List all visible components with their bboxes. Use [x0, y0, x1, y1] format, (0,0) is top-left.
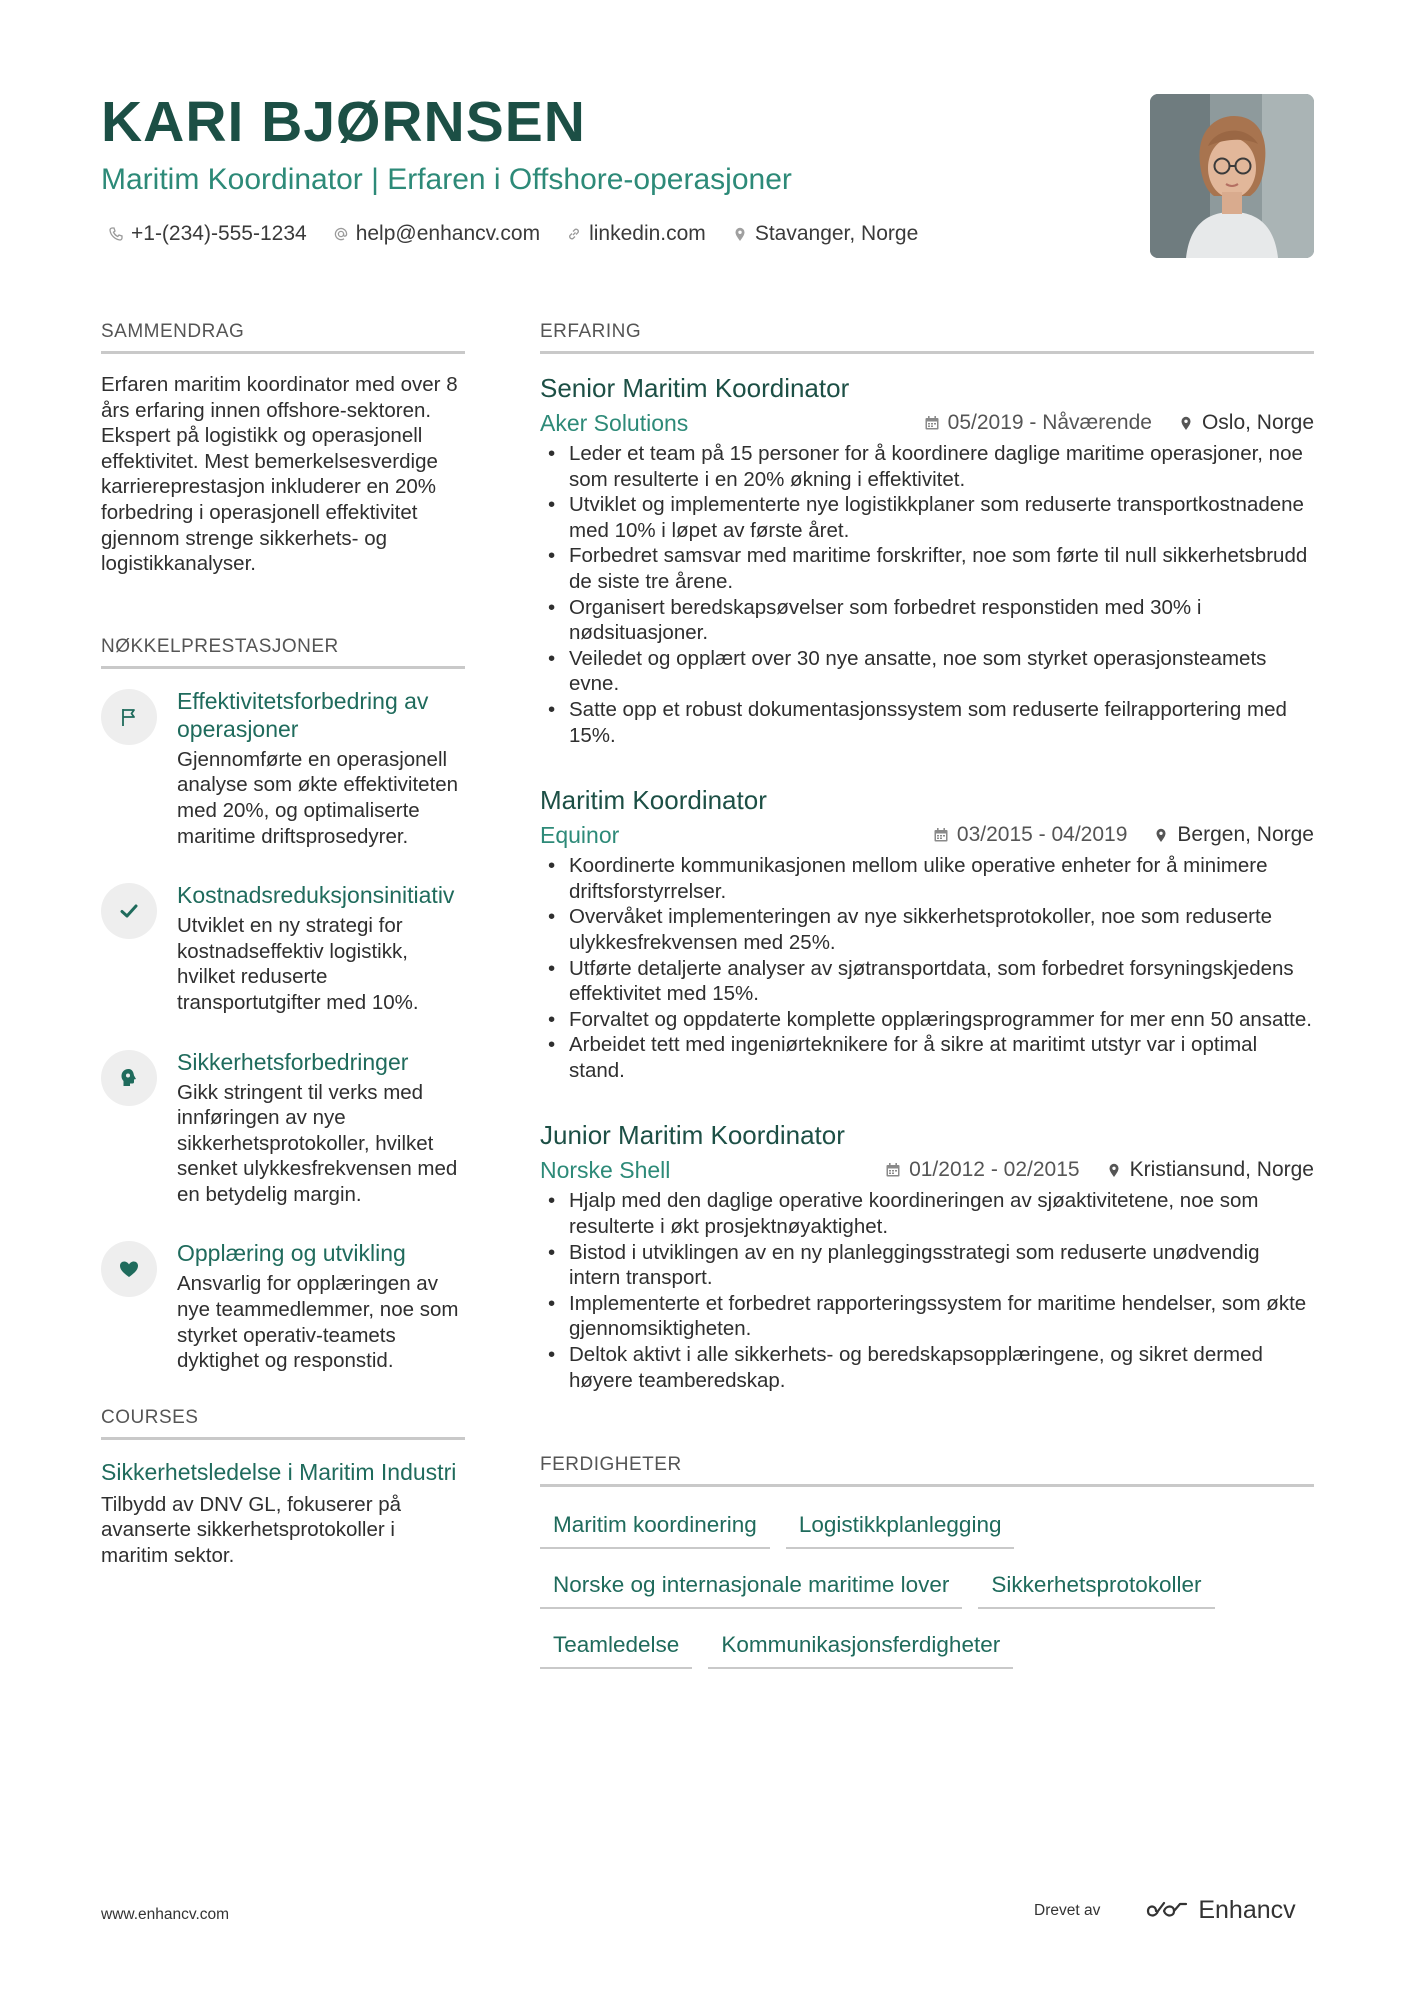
map-pin-icon [732, 226, 748, 242]
bullet: • Koordinerte kommunikasjonen mellom ulike operative enheter for å minimere driftsforstyrrelser. [540, 853, 1314, 904]
skill-tag: Teamledelse [540, 1625, 692, 1669]
job-entry [540, 784, 1314, 1083]
bullet: • Forvaltet og oppdaterte komplette opplæringsprogrammer for mer enn 50 ansatte. [540, 1007, 1314, 1033]
contact-email[interactable] [333, 220, 540, 248]
link-icon [566, 226, 582, 242]
bullet: • Hjalp med den daglige operative koordineringen av sjøaktivitetene, noe som resulterte i økt prosjektnøyaktighet. [540, 1188, 1314, 1239]
job-dates: 01/2012 - 02/2015 [909, 1158, 1080, 1182]
job-location: Bergen, Norge [1177, 823, 1314, 847]
courses-heading: COURSES [101, 1406, 465, 1440]
company-name: Aker Solutions [540, 410, 689, 436]
achievement-desc: Gjennomførte en operasjonell analyse som økte effektiviteten med 20%, og optimaliserte maritime driftsprosedyrer. [177, 747, 459, 848]
summary-heading: SAMMENDRAG [101, 320, 465, 354]
skill-tag: Kommunikasjonsferdigheter [708, 1625, 1013, 1669]
achievements-heading: NØKKELPRESTASJONER [101, 635, 465, 669]
courses-section [101, 1406, 465, 1569]
achievement-desc: Gikk stringent til verks med innføringen av nye sikkerhetsprotokoller, hvilket senket ulykkesfrekvensen med en betydelig margin. [177, 1080, 458, 1206]
brand-name: Enhancv [1198, 1896, 1296, 1924]
achievement-title: Effektivitetsforbedring av operasjoner [177, 687, 429, 742]
bullet: • Utførte detaljerte analyser av sjøtransportdata, som forbedret forsyningskjedens effektivitet med 15%. [540, 956, 1314, 1007]
bullet: • Implementerte et forbedret rapporteringssystem for maritime hendelser, som økte gjennomsiktigheten. [540, 1291, 1314, 1342]
achievement-title: Kostnadsreduksjonsinitiativ [177, 882, 455, 909]
job-location: Kristiansund, Norge [1129, 1158, 1314, 1182]
job-title: Senior Maritim Koordinator [540, 373, 850, 403]
contact-phone[interactable] [108, 220, 307, 248]
company-name: Norske Shell [540, 1157, 671, 1184]
job-title: Maritim Koordinator [540, 785, 767, 816]
experience-section [540, 320, 1314, 1393]
map-pin-icon [1178, 415, 1194, 431]
skill-tag: Maritim koordinering [540, 1505, 770, 1549]
check-icon [117, 899, 141, 923]
candidate-name: KARI BJØRNSEN [101, 90, 586, 154]
bullet: • Veiledet og opplært over 30 nye ansatte, noe som styrket operasjonsteamets evne. [540, 646, 1314, 697]
contact-location [732, 220, 918, 248]
job-entry [540, 372, 1314, 748]
achievement-item [101, 881, 465, 1015]
achievement-item [101, 687, 465, 849]
experience-heading: ERFARING [540, 320, 1314, 354]
contact-linkedin[interactable] [566, 220, 706, 248]
bullet: • Deltok aktivt i alle sikkerhets- og beredskapsopplæringene, og sikret dermed høyere teamberedskap. [540, 1342, 1314, 1393]
skill-tag: Sikkerhetsprotokoller [978, 1565, 1214, 1609]
skills-section [540, 1453, 1314, 1669]
job-bullets [540, 853, 1314, 1083]
course-desc: Tilbydd av DNV GL, fokuserer på avanserte sikkerhetsprotokoller i maritim sektor. [101, 1492, 402, 1568]
job-entry [540, 1119, 1314, 1393]
summary-text: Erfaren maritim koordinator med over 8 års erfaring innen offshore-sektoren. Ekspert på logistikk og operasjonell effektivitet. Mest bemerkelsesverdige karriereprestasjon inkluderer en 20% forbedring i operasjonell effektivitet gjennom strenge sikkerhets- og logistikkanalyser. [101, 373, 458, 576]
skill-tag: Logistikkplanlegging [786, 1505, 1015, 1549]
footer-branding [1034, 1896, 1296, 1925]
headline: Maritim Koordinator | Erfaren i Offshore-operasjoner [101, 163, 792, 196]
skills-heading: FERDIGHETER [540, 1453, 1314, 1487]
job-bullets [540, 441, 1314, 748]
calendar-icon [885, 1162, 901, 1178]
job-dates: 03/2015 - 04/2019 [956, 823, 1128, 847]
achievement-desc: Utviklet en ny strategi for kostnadseffektiv logistikk, hvilket reduserte transportutgifter med 10%. [177, 914, 419, 1014]
achievement-item [101, 1239, 465, 1373]
bullet: • Utviklet og implementerte nye logistikkplaner som reduserte transportkostnadene med 10% i løpet av første året. [540, 492, 1314, 543]
brain-head-icon [117, 1066, 141, 1090]
at-icon [333, 226, 349, 242]
left-column [101, 320, 465, 1569]
bullet: • Overvåket implementeringen av nye sikkerhetsprotokoller, noe som reduserte ulykkesfrekvensen med 25%. [540, 904, 1314, 955]
footer-website[interactable]: www.enhancv.com [101, 1906, 230, 1923]
skills-list [540, 1505, 1314, 1669]
achievement-item [101, 1048, 465, 1208]
bullet: • Bistod i utviklingen av en ny planleggingsstrategi som reduserte unødvendig intern transport. [540, 1240, 1314, 1291]
profile-photo [1150, 94, 1314, 258]
map-pin-icon [1153, 827, 1169, 843]
achievement-title: Sikkerhetsforbedringer [177, 1048, 409, 1075]
achievement-desc: Ansvarlig for opplæringen av nye teammedlemmer, noe som styrket operativ-teamets dyktighet og responstid. [177, 1272, 459, 1373]
skill-tag: Norske og internasjonale maritime lover [540, 1565, 962, 1609]
powered-by-label: Drevet av [1034, 1901, 1101, 1919]
phone-icon [108, 226, 124, 242]
achievements-section [101, 635, 465, 1374]
bullet: • Leder et team på 15 personer for å koordinere daglige maritime operasjoner, noe som resulterte i en 20% økning i effektivitet. [540, 441, 1314, 492]
summary-section [101, 320, 465, 577]
phone-text: +1-(234)-555-1234 [131, 222, 307, 245]
bullet: • Satte opp et robust dokumentasjonssystem som reduserte feilrapportering med 15%. [540, 697, 1314, 748]
job-dates: 05/2019 - Nåværende [947, 411, 1152, 434]
course-title: Sikkerhetsledelse i Maritim Industri [101, 1458, 457, 1485]
enhancv-logo-icon [1144, 1899, 1190, 1923]
calendar-icon [933, 827, 949, 843]
email-text: help@enhancv.com [355, 222, 541, 245]
flag-icon [117, 705, 141, 729]
linkedin-text: linkedin.com [589, 222, 706, 245]
achievement-title: Opplæring og utvikling [177, 1240, 406, 1267]
contact-bar [108, 220, 918, 248]
map-pin-icon [1106, 1162, 1122, 1178]
job-title: Junior Maritim Koordinator [540, 1120, 845, 1151]
job-bullets [540, 1188, 1314, 1393]
job-location: Oslo, Norge [1201, 411, 1314, 434]
heart-icon [117, 1257, 141, 1281]
calendar-icon [924, 415, 940, 431]
bullet: • Arbeidet tett med ingeniørteknikere for å sikre at maritimt utstyr var i optimal stand. [540, 1032, 1314, 1083]
location-text: Stavanger, Norge [754, 222, 919, 245]
company-name: Equinor [540, 822, 620, 849]
brand-logo[interactable] [1144, 1896, 1295, 1925]
bullet: • Forbedret samsvar med maritime forskrifter, noe som førte til null sikkerhetsbrudd de siste tre årene. [540, 543, 1314, 594]
bullet: • Organisert beredskapsøvelser som forbedret responstiden med 30% i nødsituasjoner. [540, 595, 1314, 646]
right-column [540, 320, 1314, 1669]
